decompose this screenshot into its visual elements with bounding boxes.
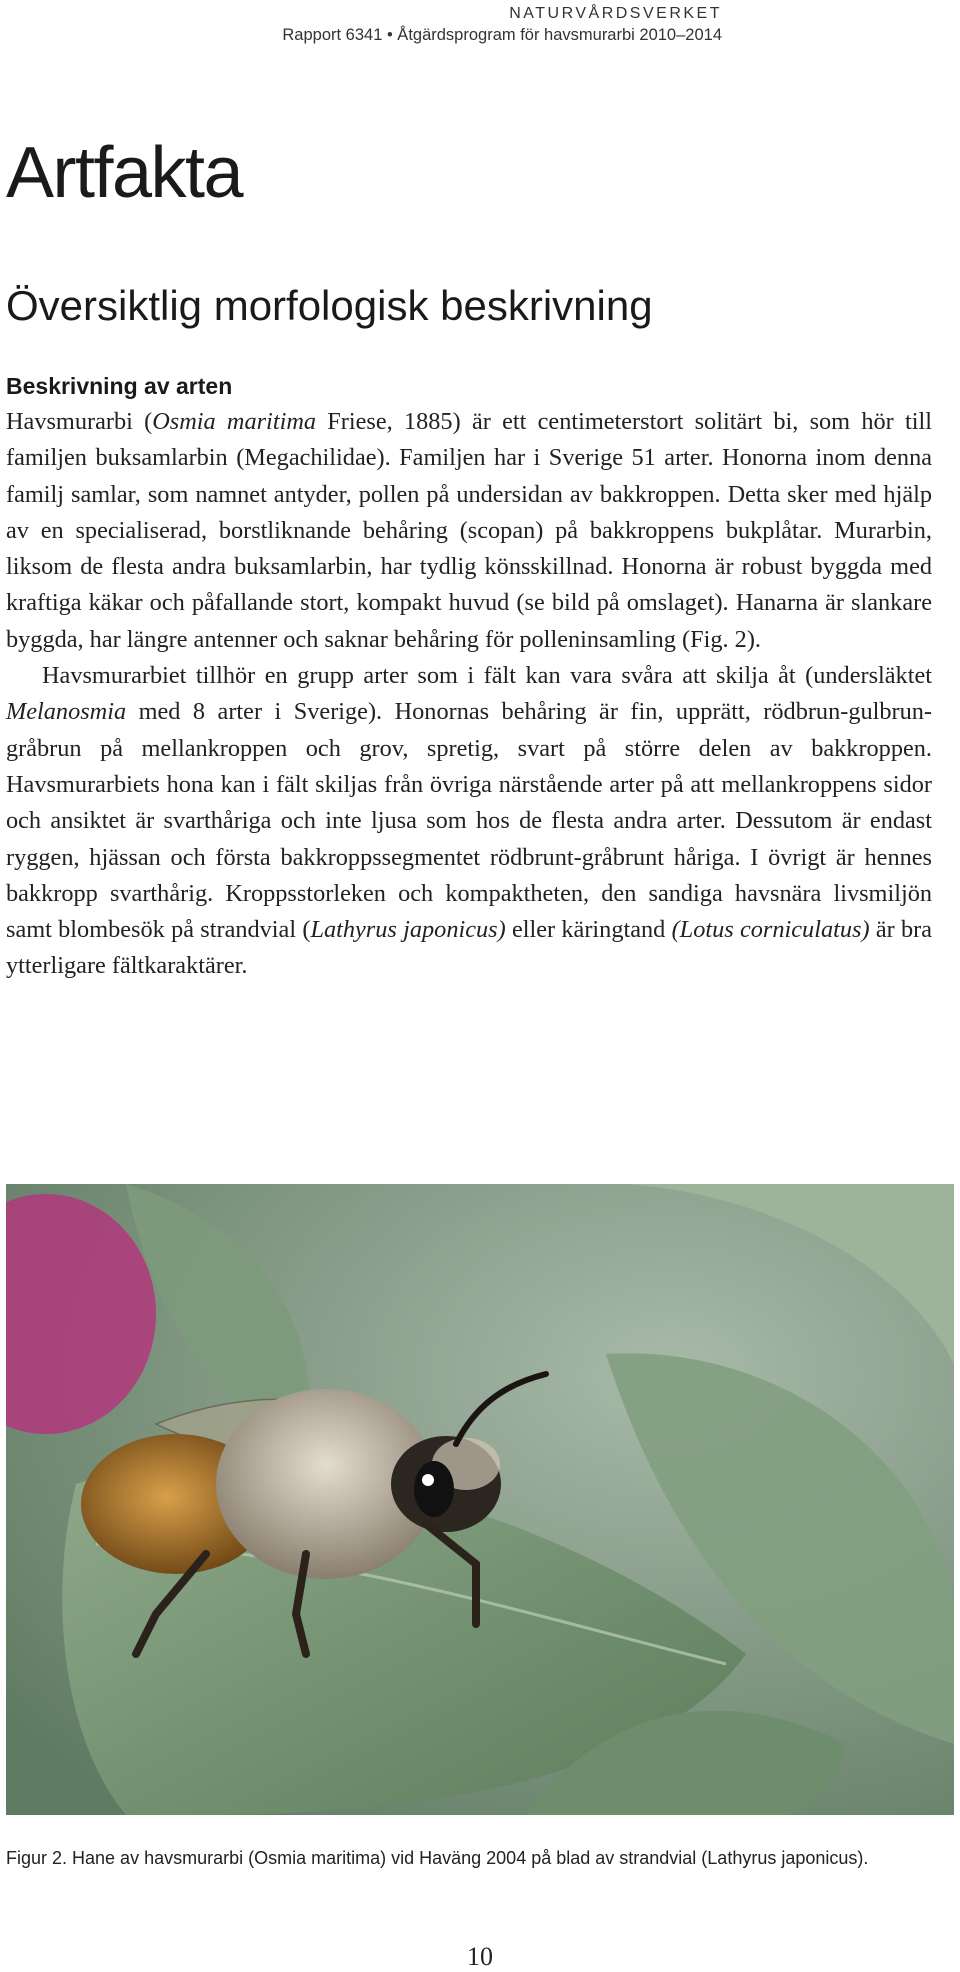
- page-title: Artfakta: [6, 133, 243, 213]
- section-title: Översiktlig morfologisk beskrivning: [6, 282, 653, 329]
- header-org: NATURVÅRDSVERKET: [509, 5, 722, 22]
- figure-caption: Figur 2. Hane av havsmurarbi (Osmia maritima) vid Haväng 2004 på blad av strandvial (Lathyrus japonicus).: [6, 1848, 869, 1868]
- species-name: Osmia maritima: [152, 408, 317, 435]
- subsection-title: Beskrivning av arten: [6, 373, 233, 399]
- page-number: 10: [467, 1942, 493, 1971]
- header-report-title: Rapport 6341 • Åtgärdsprogram för havsmurarbi 2010–2014: [282, 26, 722, 44]
- subgenus-name: Melanosmia: [6, 698, 127, 726]
- body-text: [6, 404, 932, 985]
- paragraph-identification: Havsmurarbiet tillhör en grupp arter som i fält kan vara svåra att skilja åt (undersläktet Melanosmia med 8 arter i Sverige). Honornas behåring är fin, upprätt, rödbrun-gulbrun-gråbrun på mellankroppen och grov, spretig, svart på större delen av bakkroppen. Havsmurarbiets hona kan i fält skiljas från övriga närstående arter på att mellankroppens sidor och ansiktet är svarthåriga och inte ljusa som hos de flesta andra arter. Dessutom är endast ryggen, hjässan och första bakkroppssegmentet rödbrunt-gråbrunt håriga. I övrigt är hennes bakkropp svarthårig. Kroppsstorleken och kompaktheten, den sandiga havsnära livsmiljön samt blombesök på strandvial (Lathyrus japonicus) eller käringtand (Lotus corniculatus) är bra ytterligare fältkaraktärer.: [6, 662, 932, 980]
- figure-photo: [6, 1184, 954, 1815]
- bee-eye: [414, 1461, 454, 1517]
- paragraph-description: Havsmurarbi (Osmia maritima Friese, 1885) är ett centimeterstort solitärt bi, som hör till familjen buksamlarbin (Megachilidae). Familjen har i Sverige 51 arter. Honorna inom denna familj samlar, som namnet antyder, pollen på undersidan av bakkroppen. Detta sker med hjälp av en specialiserad, borstliknande behåring (scopan) på bakkroppens bukplåtar. Murarbin, liksom de flesta andra buksamlarbin, har tydlig könsskillnad. Honorna är robust byggda med kraftiga käkar och påfallande stort, kompakt huvud (se bild på omslaget). Hanarna är slankare byggda, har längre antenner och saknar behåring för polleninsamling (Fig. 2).: [6, 408, 932, 653]
- plant-name-lotus: (Lotus corniculatus): [671, 916, 870, 944]
- bee-on-leaf-illustration: [6, 1184, 954, 1815]
- bee-eye-highlight: [422, 1474, 434, 1486]
- running-header: [0, 4, 722, 46]
- plant-name-lathyrus: Lathyrus japonicus): [310, 916, 506, 944]
